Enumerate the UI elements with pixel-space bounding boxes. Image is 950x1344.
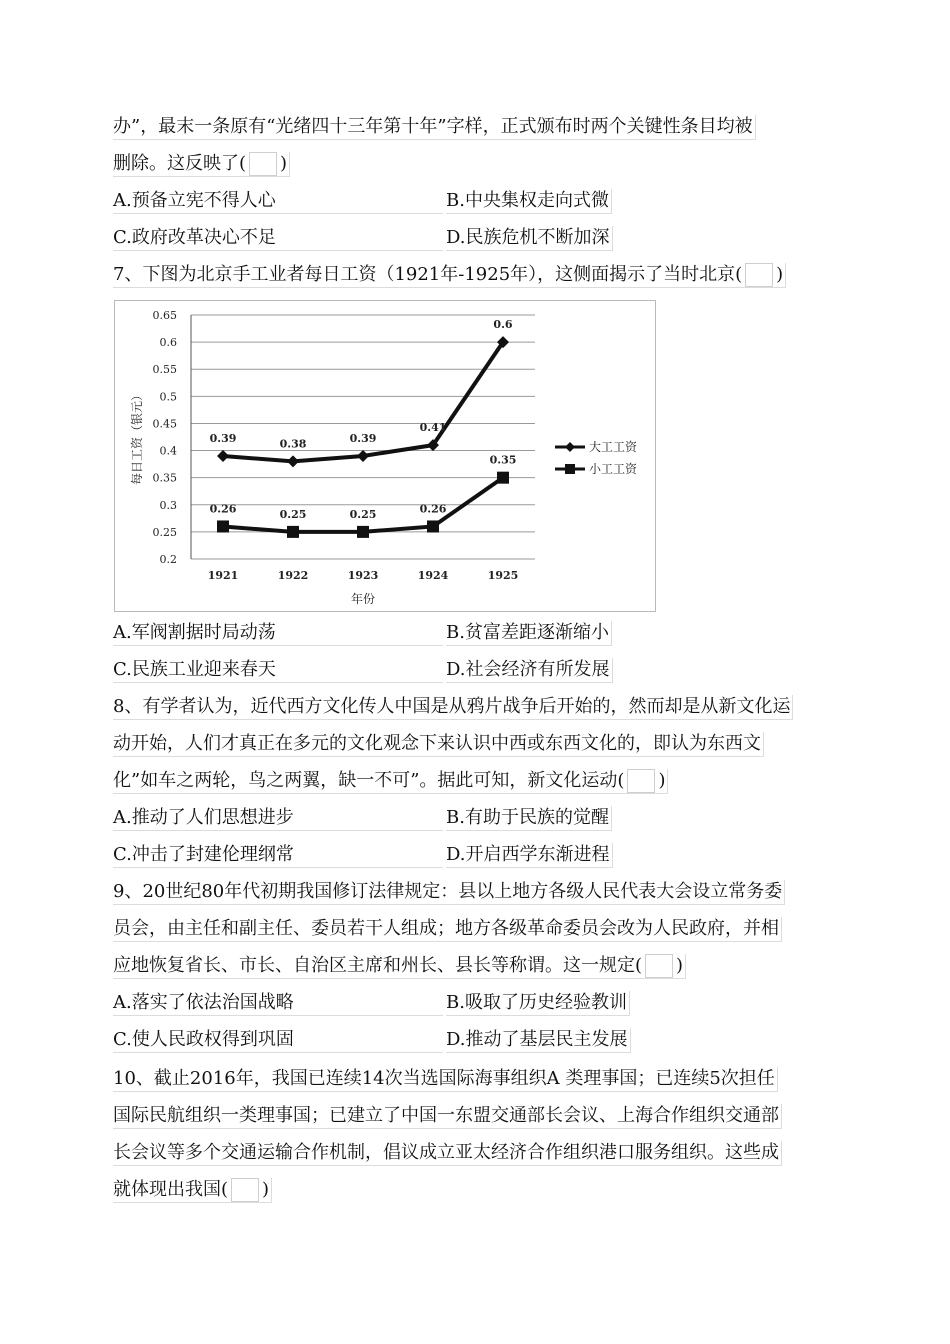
q10-stem: 就体现出我国( xyxy=(113,1179,229,1200)
y-tick-label: 0.45 xyxy=(152,417,177,431)
y-tick-label: 0.2 xyxy=(159,553,177,566)
y-tick-label: 0.5 xyxy=(159,390,177,404)
q10-text-line-4 xyxy=(113,1178,272,1203)
q7-option-d[interactable]: D.社会经济有所发展 xyxy=(446,658,613,683)
q10-text-line-3: 长会议等多个交通运输合作机制，倡议成立亚太经济合作组织港口服务组织。这些成 xyxy=(113,1141,782,1166)
data-point-marker xyxy=(357,450,369,462)
x-tick-label: 1921 xyxy=(207,569,239,582)
q9-stem: 应地恢复省长、市长、自治区主席和州长、县长等称谓。这一规定( xyxy=(113,955,643,976)
q8-option-d[interactable]: D.开启西学东渐进程 xyxy=(446,843,613,868)
q9-text-line-2: 员会，由主任和副主任、委员若干人组成；地方各级革命委员会改为人民政府，并相 xyxy=(113,917,782,942)
q6-option-b[interactable]: B.中央集权走向式微 xyxy=(446,189,612,214)
q9-answer-blank[interactable] xyxy=(645,954,673,978)
q8-stem: 化”如车之两轮，鸟之两翼，缺一不可”。据此可知，新文化运动( xyxy=(113,770,625,791)
wage-chart-svg xyxy=(115,301,655,611)
q7-text-line-1 xyxy=(113,263,786,288)
data-label: 0.38 xyxy=(279,437,307,451)
y-axis-title: 每日工资（银元） xyxy=(130,388,144,486)
q10-close-paren: ) xyxy=(262,1179,270,1200)
q7-answer-blank[interactable] xyxy=(745,263,773,287)
q9-option-b[interactable]: B.吸取了历史经验教训 xyxy=(446,991,630,1016)
data-label: 0.25 xyxy=(349,507,377,521)
y-tick-label: 0.25 xyxy=(152,525,177,539)
x-axis-title: 年份 xyxy=(350,592,376,606)
q10-text-line-2: 国际民航组织一类理事国；已建立了中国一东盟交通部长会议、上海合作组织交通部 xyxy=(113,1104,782,1129)
q6-stem: 删除。这反映了( xyxy=(113,153,247,174)
q8-option-b[interactable]: B.有助于民族的觉醒 xyxy=(446,806,612,831)
data-label: 0.6 xyxy=(493,318,513,332)
q6-option-a[interactable]: A.预备立宪不得人心 xyxy=(113,189,443,214)
data-label: 0.26 xyxy=(209,502,237,516)
x-tick-label: 1925 xyxy=(487,569,519,582)
y-tick-label: 0.65 xyxy=(152,309,177,322)
y-tick-label: 0.35 xyxy=(152,471,177,485)
q7-option-b[interactable]: B.贫富差距逐渐缩小 xyxy=(446,621,612,646)
x-tick-label: 1922 xyxy=(277,569,309,582)
q9-close-paren: ) xyxy=(676,955,684,976)
q9-text-line-3 xyxy=(113,954,686,979)
q7-stem: 7、下图为北京手工业者每日工资（1921年-1925年），这侧面揭示了当时北京( xyxy=(113,264,743,285)
q8-answer-blank[interactable] xyxy=(627,769,655,793)
q8-text-line-2: 动开始，人们才真正在多元的文化观念下来认识中西或东西文化的，即认为东西文 xyxy=(113,732,764,757)
data-label: 0.25 xyxy=(279,507,307,521)
q8-text-line-1: 8、有学者认为，近代西方文化传人中国是从鸦片战争后开始的，然而却是从新文化运 xyxy=(113,695,793,720)
data-label: 0.26 xyxy=(419,502,447,516)
q6-option-c[interactable]: C.政府改革决心不足 xyxy=(113,226,443,251)
data-label: 0.39 xyxy=(209,431,237,445)
q6-text-line-1: 办”，最末一条原有“光绪四十三年第十年”字样，正式颁布时两个关键性条目均被 xyxy=(113,115,756,140)
q7-option-c[interactable]: C.民族工业迎来春天 xyxy=(113,658,443,683)
q10-answer-blank[interactable] xyxy=(231,1178,259,1202)
q10-text-line-1: 10、截止2016年，我国已连续14次当选国际海事组织A 类理事国；已连续5次担任 xyxy=(113,1067,778,1092)
data-point-marker xyxy=(357,526,369,538)
q9-option-c[interactable]: C.使人民政权得到巩固 xyxy=(113,1028,443,1053)
legend-label: 大工工资 xyxy=(589,440,638,454)
q6-option-d[interactable]: D.民族危机不断加深 xyxy=(446,226,613,251)
data-point-marker xyxy=(217,520,229,532)
x-tick-label: 1923 xyxy=(347,569,379,582)
data-point-marker xyxy=(287,526,299,538)
q7-close-paren: ) xyxy=(776,264,784,285)
legend-label: 小工工资 xyxy=(589,462,638,476)
q7-option-a[interactable]: A.军阀割据时局动荡 xyxy=(113,621,443,646)
q8-text-line-3 xyxy=(113,769,668,794)
q6-answer-blank[interactable] xyxy=(249,152,277,176)
data-label: 0.35 xyxy=(489,453,517,467)
q6-close-paren: ) xyxy=(280,153,288,174)
y-tick-label: 0.6 xyxy=(159,336,177,350)
q8-close-paren: ) xyxy=(658,770,666,791)
q9-option-a[interactable]: A.落实了依法治国战略 xyxy=(113,991,443,1016)
q6-text-line-2 xyxy=(113,152,290,177)
q9-option-d[interactable]: D.推动了基层民主发展 xyxy=(446,1028,631,1053)
data-point-marker xyxy=(497,472,509,484)
data-label: 0.39 xyxy=(349,431,377,445)
data-label: 0.41 xyxy=(419,421,447,435)
y-tick-label: 0.3 xyxy=(159,498,177,512)
data-point-marker xyxy=(427,520,439,532)
legend-marker xyxy=(565,464,575,474)
data-point-marker xyxy=(287,455,299,467)
wage-chart xyxy=(114,300,656,612)
q9-text-line-1: 9、20世纪80年代初期我国修订法律规定：县以上地方各级人民代表大会设立常务委 xyxy=(113,880,785,905)
y-tick-label: 0.55 xyxy=(152,363,177,377)
y-tick-label: 0.4 xyxy=(159,444,177,458)
q8-option-a[interactable]: A.推动了人们思想进步 xyxy=(113,806,443,831)
x-tick-label: 1924 xyxy=(417,569,449,582)
q8-option-c[interactable]: C.冲击了封建伦理纲常 xyxy=(113,843,443,868)
legend-marker xyxy=(565,442,575,452)
data-point-marker xyxy=(217,450,229,462)
